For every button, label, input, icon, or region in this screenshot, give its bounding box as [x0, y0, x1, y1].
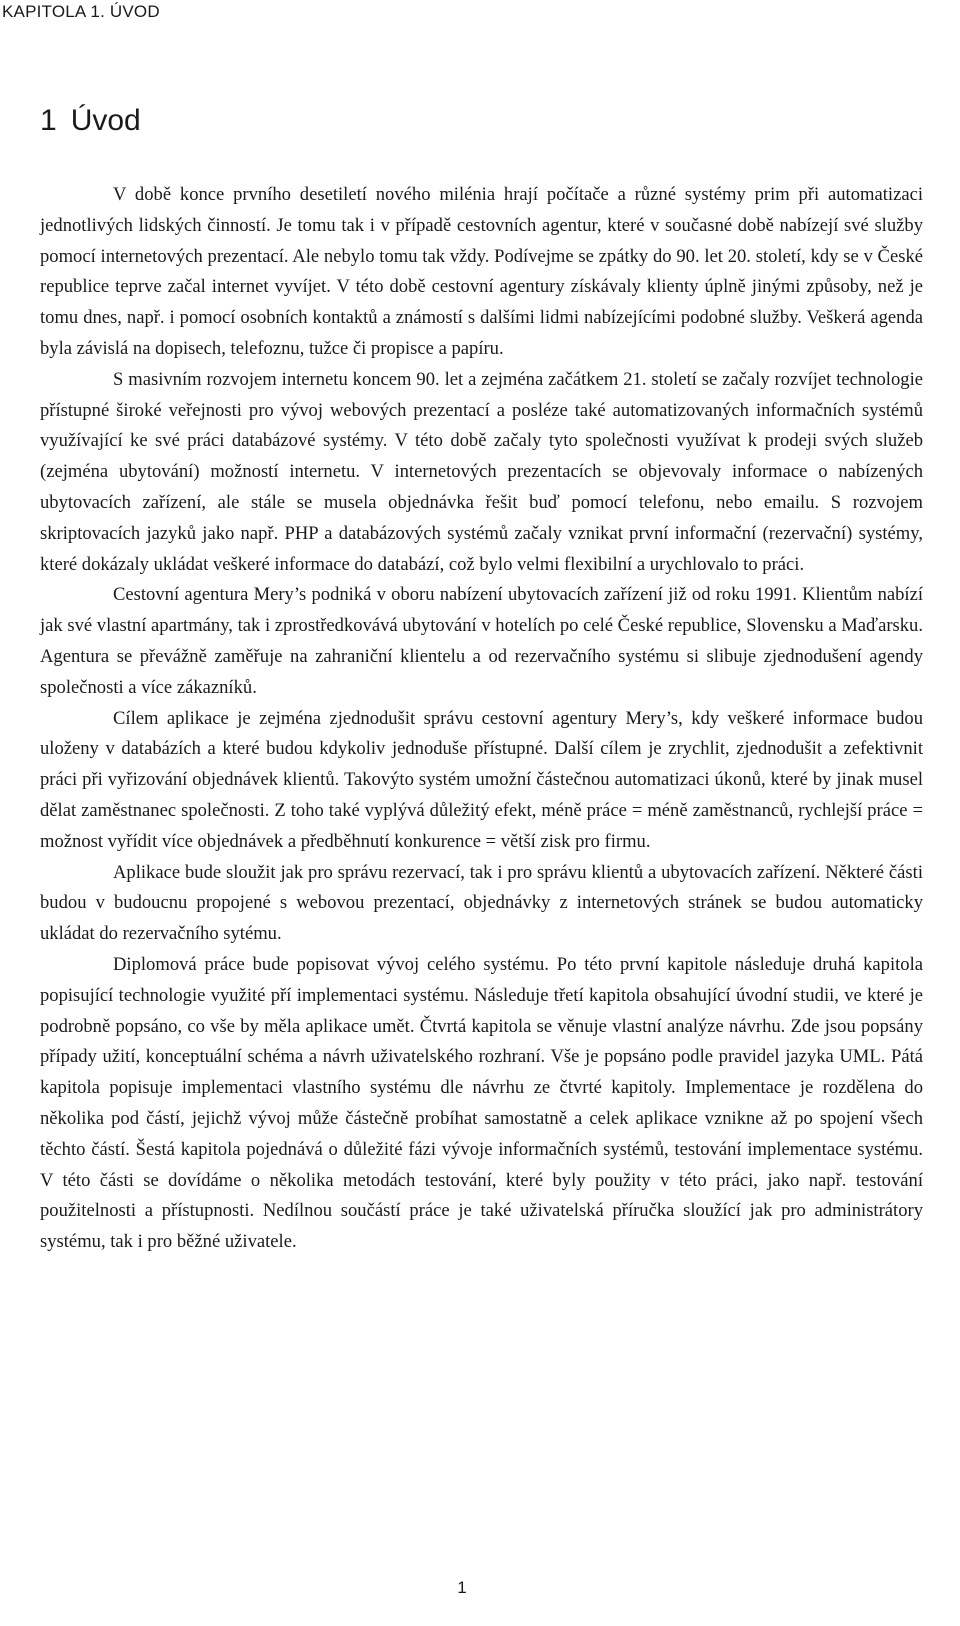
paragraph-thesis-structure: Diplomová práce bude popisovat vývoj celého systému. Po této první kapitole následuje druhá kapitola popisující technologie využité pří implementaci systému. Následuje třetí kapitola obsahující úvodní studii, ve které je podrobně popsáno, co vše by měla aplikace umět. Čtvrtá kapitola se věnuje vlastní analýze návrhu. Zde jsou popsány případy užití, konceptuální schéma a návrh uživatelského rozhraní. Vše je popsáno podle pravidel jazyka UML. Pátá kapitola popisuje implementaci vlastního systému dle návrhu ze čtvrté kapitoly. Implementace je rozdělena do několika pod částí, jejichž vývoj může částečně probíhat samostatně a celek aplikace vznikne až po spojení všech těchto částí. Šestá kapitola pojednává o důležité fázi vývoje informačních systémů, testování implementace systému. V této části se dovídáme o několika metodách testování, které byly použity v této práci, jako např. testování použitelnosti a přístupnosti. Nedílnou součástí práce je také uživatelská příručka sloužící jak pro administrátory systému, tak i pro běžné uživatele. [40, 953, 923, 1253]
paragraph-intro: V době konce prvního desetiletí nového milénia hrají počítače a různé systémy prim při automatizaci jednotlivých lidských činností. Je tomu tak i v případě cestovních agentur, které v současné době nabízejí své služby pomocí internetových prezentací. Ale nebylo tomu tak vždy. Podívejme se zpátky do 90. let 20. století, kdy se v České republice teprve začal internet vyvíjet. V této době cestovní agentury získávaly klienty úplně jinými způsoby, než je tomu dnes, např. i pomocí osobních kontaktů a známostí s dalšími lidmi nabízejícími podobné služby. Veškerá agenda byla závislá na dopisech, telefoznu, tužce či propisce a papíru. [40, 184, 923, 359]
running-header: KAPITOLA 1. ÚVOD [2, 2, 160, 21]
paragraph-internet-development: S masivním rozvojem internetu koncem 90. let a zejména začátkem 21. století se začaly rozvíjet technologie přístupné široké veřejnosti pro vývoj webových prezentací a posléze také automatizovaných informačních systémů využívající ke své práci databázové systémy. V této době začaly tyto společnosti využívat k prodeji svých služeb (zejména ubytování) možností internetu. V internetových prezentacích se objevovaly informace o nabízených ubytovacích zařízení, ale stále se musela objednávka řešit buď pomocí telefonu, nebo emailu. S rozvojem skriptovacích jazyků jako např. PHP a databázových systémů začaly vznikat první informační (rezervační) systémy, které dokázaly ukládat veškeré informace do databází, což bylo velmi flexibilní a urychlovalo to práci. [40, 368, 923, 575]
paragraph-application-scope: Aplikace bude sloužit jak pro správu rezervací, tak i pro správu klientů a ubytovacích zařízení. Některé části budou v budoucnu propojené s webovou prezentací, objednávky z internetových stránek se budou automaticky ukládat do rezervačního sytému. [40, 861, 923, 945]
paragraph-agency-description: Cestovní agentura Mery’s podniká v oboru nabízení ubytovacích zařízení již od roku 1991. Klientům nabízí jak své vlastní apartmány, tak i zprostředkovává ubytování v hotelích po celé České republice, Slovensku a Maďarsku. Agentura se převážně zaměřuje na zahraniční klientelu a od rezervačního systému si slibuje zjednodušení agendy společnosti a více zákazníků. [40, 584, 923, 698]
chapter-number: 1 [40, 104, 57, 137]
paragraph-application-goals: Cílem aplikace je zejména zjednodušit správu cestovní agentury Mery’s, kdy veškeré informace budou uloženy v databázích a které budou kdykoliv jednoduše přístupné. Další cílem je zrychlit, zjednodušit a zefektivnit práci při vyřizování objednávek klientů. Takovýto systém umožní částečnou automatizaci úkonů, které by jinak musel dělat zaměstnanec společnosti. Z toho také vyplývá důležitý efekt, méně práce = méně zaměstnanců, rychlejší práce = možnost vyřídit více objednávek a předběhnutí konkurence = větší zisk pro firmu. [40, 707, 923, 852]
chapter-title: Úvod [70, 104, 141, 137]
chapter-heading [40, 104, 141, 138]
chapter-body [40, 180, 923, 1258]
page-number: 1 [457, 1578, 467, 1597]
